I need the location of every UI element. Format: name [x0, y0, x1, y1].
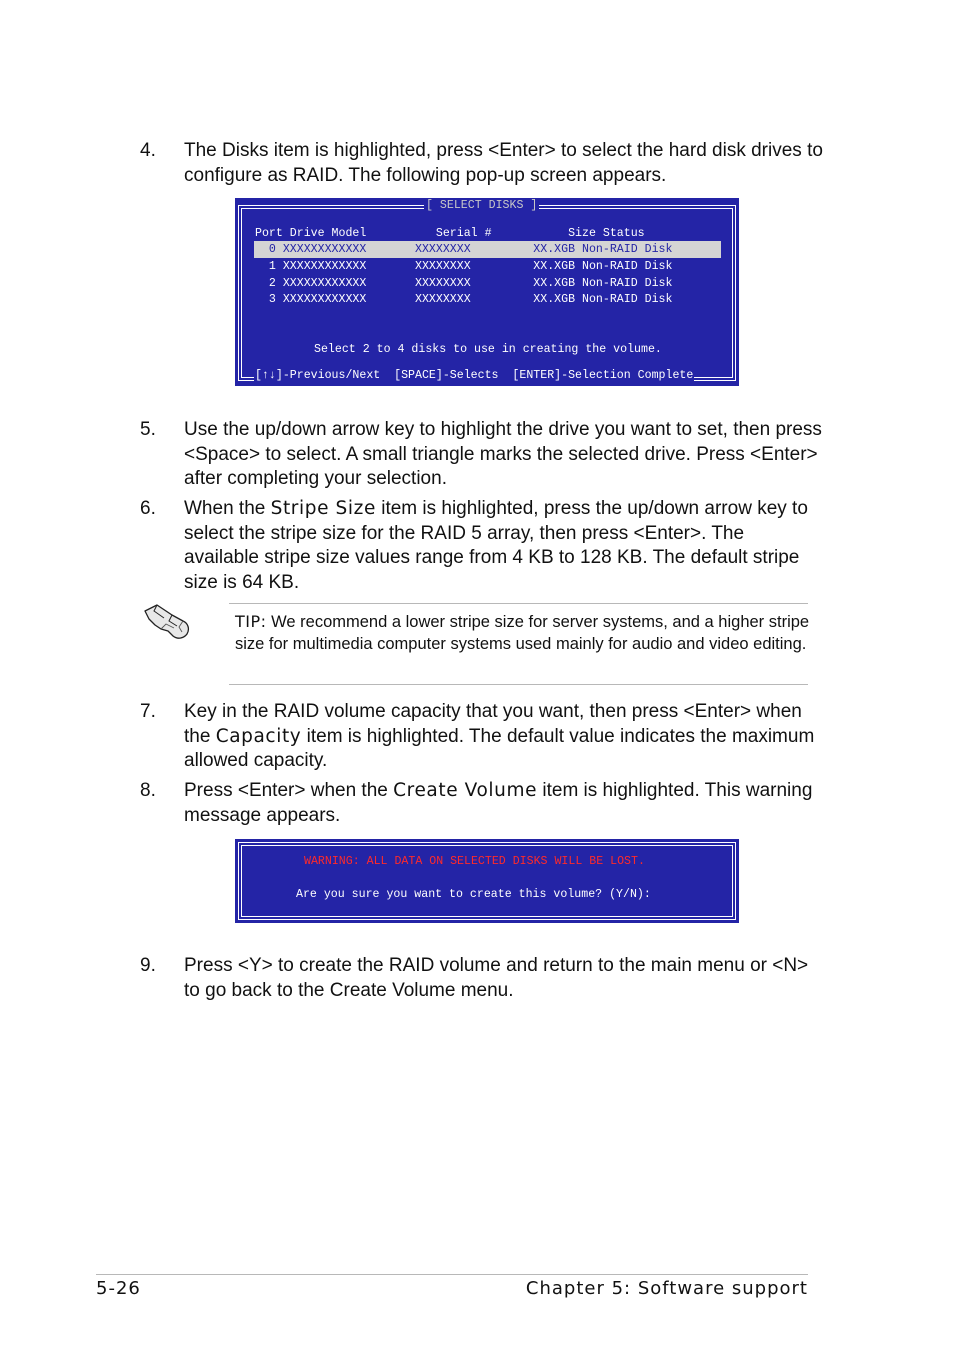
step-number: 8. [140, 780, 156, 801]
tip-label: TIP: [235, 612, 267, 631]
step-number: 6. [140, 498, 156, 519]
select-disks-title: [ SELECT DISKS ] [426, 199, 538, 212]
disk-row[interactable]: 3 XXXXXXXXXXXX XXXXXXXX XX.XGB Non-RAID Disk [255, 293, 673, 306]
step-text: When the Stripe Size item is highlighted, press the up/down arrow key to select the stripe size for the RAID 5 array, then press <Enter>. The available stripe size values range from 4 KB to 128 KB. The default stripe size is 64 KB. [184, 498, 808, 593]
step-text: Key in the RAID volume capacity that you want, then press <Enter> when the Capacity item is highlighted. The default value indicates the maximum allowed capacity. [184, 701, 815, 771]
stripe-size-keyword: Stripe Size [270, 498, 376, 519]
disk-row[interactable]: 0 XXXXXXXXXXXX XXXXXXXX XX.XGB Non-RAID Disk [255, 243, 673, 256]
step-number: 5. [140, 419, 156, 440]
step-text: Press <Y> to create the RAID volume and return to the main menu or <N> to go back to the Create Volume menu. [184, 955, 809, 1001]
step-text: Use the up/down arrow key to highlight the drive you want to set, then press <Space> to select. A small triangle marks the selected drive. Press <Enter> after completing your selection. [184, 419, 822, 489]
step-number: 9. [140, 955, 156, 976]
step-number: 7. [140, 701, 156, 722]
page-number: 5-26 [96, 1278, 141, 1299]
table-header: Port Drive Model Serial # Size Status [255, 227, 645, 240]
step-number: 4. [140, 140, 156, 161]
disk-row[interactable]: 2 XXXXXXXXXXXX XXXXXXXX XX.XGB Non-RAID Disk [255, 277, 673, 290]
chapter-title: Chapter 5: Software support [525, 1278, 808, 1299]
warning-screen [235, 839, 739, 923]
disk-row[interactable]: 1 XXXXXXXXXXXX XXXXXXXX XX.XGB Non-RAID Disk [255, 260, 673, 273]
tip-note [229, 603, 808, 685]
tip-text: TIP: We recommend a lower stripe size for server systems, and a higher stripe size for multimedia computer systems used mainly for audio and video editing. [235, 612, 810, 653]
confirm-prompt[interactable]: Are you sure you want to create this volume? (Y/N): [296, 888, 651, 901]
warning-message: WARNING: ALL DATA ON SELECTED DISKS WILL BE LOST. [304, 855, 645, 868]
step-text: The Disks item is highlighted, press <Enter> to select the hard disk drives to configure as RAID. The following pop-up screen appears. [184, 140, 823, 186]
capacity-keyword: Capacity [215, 725, 302, 747]
key-help-line: [↑↓]-Previous/Next [SPACE]-Selects [ENTER]-Selection Complete [255, 369, 694, 382]
select-disks-screen [235, 198, 739, 386]
select-message: Select 2 to 4 disks to use in creating the volume. [314, 343, 662, 356]
hand-icon [142, 602, 192, 642]
step-text: Press <Enter> when the Create Volume item is highlighted. This warning message appears. [184, 780, 813, 826]
create-volume-keyword: Create Volume [393, 780, 538, 801]
footer-rule [96, 1274, 808, 1275]
